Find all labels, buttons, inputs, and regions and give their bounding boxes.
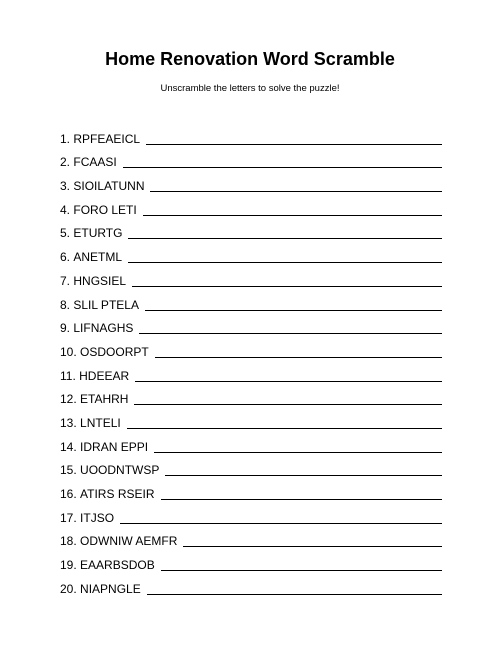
item-number: 3.	[60, 179, 71, 194]
scramble-list	[60, 122, 442, 596]
list-item	[60, 406, 442, 430]
list-item	[60, 193, 442, 217]
answer-line	[132, 285, 442, 287]
scrambled-word: SIOILATUNN	[73, 179, 145, 194]
answer-line	[161, 498, 443, 500]
answer-line	[150, 190, 442, 192]
answer-line	[183, 545, 442, 547]
list-item	[60, 501, 442, 525]
item-number: 14.	[60, 439, 77, 454]
answer-line	[135, 380, 442, 382]
list-item	[60, 312, 442, 336]
answer-line	[120, 522, 442, 524]
scrambled-word: LIFNAGHS	[73, 321, 134, 336]
item-number: 6.	[60, 250, 71, 265]
answer-line	[155, 356, 442, 358]
instructions: Unscramble the letters to solve the puzzle!	[160, 83, 340, 94]
list-item	[60, 548, 442, 572]
scrambled-word: ETURTG	[73, 226, 123, 241]
list-item	[60, 146, 442, 170]
item-number: 9.	[60, 321, 71, 336]
item-number: 7.	[60, 273, 71, 288]
list-item	[60, 217, 442, 241]
answer-line	[128, 261, 442, 263]
answer-line	[145, 309, 442, 311]
answer-line	[139, 332, 442, 334]
scrambled-word: HDEEAR	[79, 368, 130, 383]
scrambled-word: LNTELI	[80, 415, 121, 430]
item-number: 17.	[60, 510, 77, 525]
item-number: 19.	[60, 558, 77, 573]
answer-line	[127, 427, 442, 429]
item-number: 18.	[60, 534, 77, 549]
item-number: 8.	[60, 297, 71, 312]
item-number: 5.	[60, 226, 71, 241]
list-item	[60, 525, 442, 549]
scrambled-word: EAARBSDOB	[80, 558, 155, 573]
scrambled-word: ODWNIW AEMFR	[80, 534, 178, 549]
answer-line	[134, 403, 442, 405]
scrambled-word: ETAHRH	[80, 392, 129, 407]
scrambled-word: RPFEAEICL	[73, 131, 141, 146]
item-number: 12.	[60, 392, 77, 407]
item-number: 20.	[60, 581, 77, 596]
scrambled-word: UOODNTWSP	[80, 463, 160, 478]
list-item	[60, 477, 442, 501]
item-number: 13.	[60, 415, 77, 430]
list-item	[60, 383, 442, 407]
scrambled-word: ANETML	[73, 250, 123, 265]
list-item	[60, 264, 442, 288]
list-item	[60, 122, 442, 146]
page-title: Home Renovation Word Scramble	[105, 49, 395, 69]
answer-line	[165, 474, 442, 476]
list-item	[60, 359, 442, 383]
answer-line	[143, 214, 442, 216]
scrambled-word: OSDOORPT	[80, 344, 149, 359]
answer-line	[123, 166, 442, 168]
scrambled-word: IDRAN EPPI	[80, 439, 149, 454]
item-number: 16.	[60, 487, 77, 501]
scrambled-word: ITJSO	[80, 510, 115, 525]
scrambled-word: FORO LETI	[73, 202, 137, 217]
item-number: 4.	[60, 202, 71, 217]
scrambled-word: FCAASI	[73, 155, 117, 170]
list-item	[60, 572, 442, 596]
scrambled-word: NIAPNGLE	[80, 581, 141, 596]
item-number: 10.	[60, 344, 77, 359]
scrambled-word: SLIL PTELA	[73, 297, 139, 312]
item-number: 11.	[60, 368, 76, 383]
item-number: 15.	[60, 463, 77, 478]
scrambled-word: ATIRS RSEIR	[80, 487, 155, 501]
item-number: 1.	[60, 131, 71, 146]
list-item	[60, 288, 442, 312]
answer-line	[128, 237, 442, 239]
answer-line	[147, 593, 442, 595]
answer-line	[146, 143, 442, 145]
answer-line	[161, 569, 442, 571]
item-number: 2.	[60, 155, 71, 170]
list-item	[60, 240, 442, 264]
scrambled-word: HNGSIEL	[73, 273, 127, 288]
list-item	[60, 335, 442, 359]
list-item	[60, 169, 442, 193]
list-item	[60, 430, 442, 454]
answer-line	[154, 451, 442, 453]
list-item	[60, 454, 442, 478]
